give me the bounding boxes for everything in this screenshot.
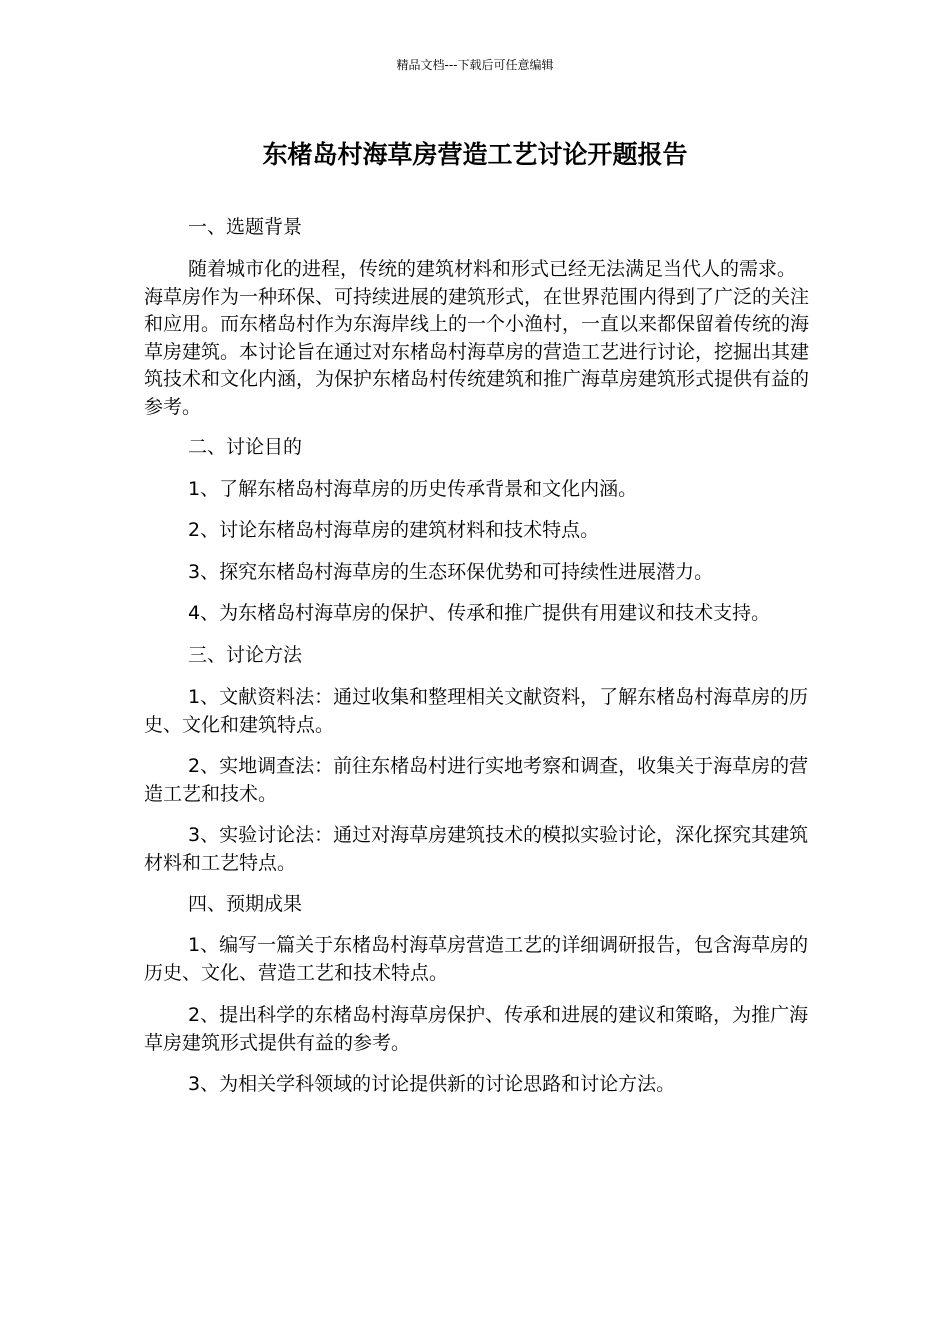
method-item-1: 1、文献资料法：通过收集和整理相关文献资料，了解东楮岛村海草房的历史、文化和建筑特点。 xyxy=(144,686,809,736)
background-paragraph: 随着城市化的进程，传统的建筑材料和形式已经无法满足当代人的需求。海草房作为一种环保、可持续进展的建筑形式，在世界范围内得到了广泛的关注和应用。而东楮岛村作为东海岸线上的一个小渔村，一直以来都保留着传统的海草房建筑。本讨论旨在通过对东楮岛村海草房的营造工艺进行讨论，挖掘出其建筑技术和文化内涵，为保护东楮岛村传统建筑和推广海草房建筑形式提供有益的参考。 xyxy=(144,258,810,418)
document-title: 东楮岛村海草房营造工艺讨论开题报告 xyxy=(262,140,688,169)
purpose-item-3: 3、探究东楮岛村海草房的生态环保优势和可持续性进展潜力。 xyxy=(188,561,714,583)
section-heading-background: 一、选题背景 xyxy=(188,216,303,238)
purpose-item-1: 1、了解东楮岛村海草房的历史传承背景和文化内涵。 xyxy=(188,478,638,500)
outcome-item-3: 3、为相关学科领域的讨论提供新的讨论思路和讨论方法。 xyxy=(188,1073,676,1095)
page-header: 精品文档---下载后可任意编辑 xyxy=(396,58,554,72)
outcome-item-2: 2、提出科学的东楮岛村海草房保护、传承和进展的建议和策略，为推广海草房建筑形式提供有益的参考。 xyxy=(144,1004,809,1054)
purpose-item-4: 4、为东楮岛村海草房的保护、传承和推广提供有用建议和技术支持。 xyxy=(188,602,771,624)
purpose-item-2: 2、讨论东楮岛村海草房的建筑材料和技术特点。 xyxy=(188,519,600,541)
section-heading-methods: 三、讨论方法 xyxy=(188,644,303,666)
method-item-3: 3、实验讨论法：通过对海草房建筑技术的模拟实验讨论，深化探究其建筑材料和工艺特点。 xyxy=(144,824,809,874)
section-heading-purpose: 二、讨论目的 xyxy=(188,436,303,458)
section-heading-outcomes: 四、预期成果 xyxy=(188,893,303,915)
method-item-2: 2、实地调查法：前往东楮岛村进行实地考察和调查，收集关于海草房的营造工艺和技术。 xyxy=(144,755,809,805)
outcome-item-1: 1、编写一篇关于东楮岛村海草房营造工艺的详细调研报告，包含海草房的历史、文化、营造工艺和技术特点。 xyxy=(144,934,809,984)
